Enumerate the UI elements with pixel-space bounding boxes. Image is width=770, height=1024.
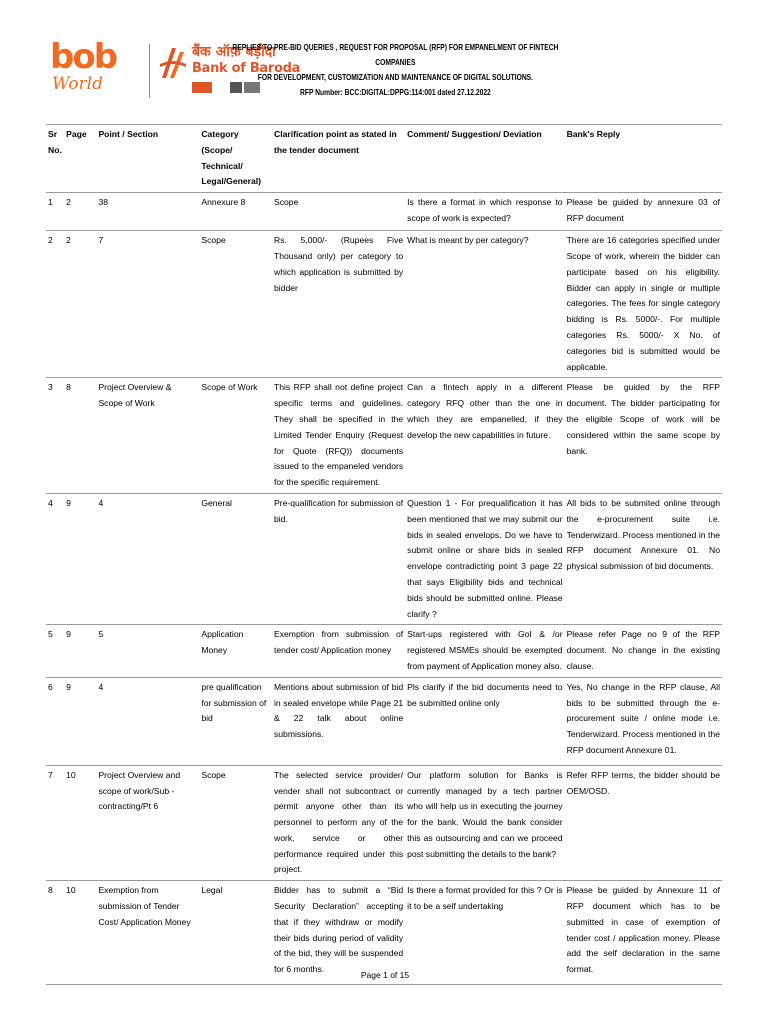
document-header	[215, 40, 576, 100]
table-header-row	[46, 125, 722, 193]
cell-sr: 1	[46, 193, 64, 231]
cell-category: Annexure 8	[199, 193, 272, 231]
cell-sr: 4	[46, 493, 64, 624]
cell-page: 9	[64, 625, 96, 677]
cell-reply: Please be guided by the RFP document. The bidder participating for the eligible Scope of work will be considered within the same scope by bank.	[565, 378, 722, 494]
cell-sr: 6	[46, 677, 64, 765]
bank-name-hindi: बैंक ऑफ़ बड़ौदा	[192, 44, 276, 60]
col-header-category: Category (Scope/ Technical/ Legal/General)	[199, 125, 272, 193]
cell-reply: Refer RFP terms, the bidder should be OEM/OSD.	[565, 765, 722, 881]
cell-sr: 5	[46, 625, 64, 677]
cell-sr: 8	[46, 881, 64, 985]
cell-comment: Is there a format provided for this ? Or is it to be a self undertaking	[405, 881, 564, 985]
col-header-point: Point / Section	[96, 125, 199, 193]
col-header-reply: Bank's Reply	[565, 125, 722, 193]
prebid-replies-table	[46, 124, 722, 985]
header-line-2: FOR DEVELOPMENT, CUSTOMIZATION AND MAINTENANCE OF DIGITAL SOLUTIONS.	[257, 73, 534, 82]
cell-reply: All bids to be submited online through the e-procurement suite i.e. Tenderwizard. Process mentioned in the RFP document Annexure 01. No physical submission of bid documents.	[565, 493, 722, 624]
col-header-comment: Comment/ Suggestion/ Deviation	[405, 125, 564, 193]
cell-page: 8	[64, 378, 96, 494]
bob-world-logo-text: bob	[50, 37, 117, 77]
col-header-sr: Sr No.	[46, 125, 64, 193]
col-header-clarification: Clarification point as stated in the tender document	[272, 125, 405, 193]
cell-comment: Start-ups registered with GoI & /or registered MSMEs should be exempted from payment of Application money also.	[405, 625, 564, 677]
cell-page: 2	[64, 193, 96, 231]
cell-reply: Please refer Page no 9 of the RFP document. No change in the existing clause.	[565, 625, 722, 677]
cell-point: 7	[96, 231, 199, 378]
brand-logos	[50, 37, 301, 102]
cell-category: Scope	[199, 231, 272, 378]
cell-clarification: Mentions about submission of bid in sealed envelope while Page 21 & 22 talk about online submissions.	[272, 677, 405, 765]
cell-category: Application Money	[199, 625, 272, 677]
cell-reply: Yes, No change in the RFP clause, All bids to be submitted through the e-procurement suite / online mode i.e. Tenderwizard. Process mentioned in the RFP document Annexure 01.	[565, 677, 722, 765]
cell-reply: There are 16 categories specified under Scope of work, wherein the bidder can participate based on his eligibility. Bidder can apply in single or multiple categories. The fees for single category bidding is Rs. 5000/-. For multiple categories Rs. 5000/- X No. of categories bid is submitted would be applicable.	[565, 231, 722, 378]
cell-page: 2	[64, 231, 96, 378]
cell-point: Exemption from submission of Tender Cost/ Application Money	[96, 881, 199, 985]
cell-page: 9	[64, 677, 96, 765]
cell-clarification: Pre-qualification for submission of bid.	[272, 493, 405, 624]
cell-category: pre qualification for submission of bid	[199, 677, 272, 765]
table-row	[46, 625, 722, 677]
cell-sr: 3	[46, 378, 64, 494]
cell-point: 4	[96, 493, 199, 624]
col-header-page: Page	[64, 125, 96, 193]
cell-point: Project Overview & Scope of Work	[96, 378, 199, 494]
cell-comment: What is meant by per category?	[405, 231, 564, 378]
cell-clarification: This RFP shall not define project specific terms and guidelines. They shall be specified in the Limited Tender Enquiry (Request for Quote (RFQ)) documents issued to the empaneled vendors for the specific requirement.	[272, 378, 405, 494]
cell-point: 5	[96, 625, 199, 677]
cell-clarification: Bidder has to submit a “Bid Security Declaration” accepting that if they withdraw or modify their bids during period of validity of the bid, they will be suspended for 6 months.	[272, 881, 405, 985]
bank-name: Bank of Baroda	[192, 61, 301, 76]
header-line-3: RFP Number: BCC:DIGITAL:DPPG:114:001 dated 27.12.2022	[300, 88, 491, 97]
cell-reply: Please be guided by Annexure 11 of RFP document which has to be submitted in case of exemption of tender cost / application money. Please add the self declaration in the same format.	[565, 881, 722, 985]
cell-clarification: Rs. 5,000/- (Rupees Five Thousand only) per category to which application is submitted by bidder	[272, 231, 405, 378]
header-line-1: REPLIES TO PRE-BID QUERIES , REQUEST FOR PROPOSAL (RFP) FOR EMPANELMENT OF FINTECH COMPANIES	[232, 43, 559, 67]
cell-page: 10	[64, 765, 96, 881]
cell-point: 38	[96, 193, 199, 231]
table-row	[46, 231, 722, 378]
table-row	[46, 378, 722, 494]
cell-comment: Our platform solution for Banks is currently managed by a tech partner who will help us in executing the journey for the bank. Would the bank consider this as outsourcing and can we proceed post submitting the details to the bank?	[405, 765, 564, 881]
page-number: Page 1 of 15	[360, 970, 410, 980]
cell-comment: Question 1 - For prequalification it has been mentioned that we may submit our bids in sealed envelops. Do we have to submit online or share bids in sealed envelope contradicting point 3 page 22 that says Eligibility bids and technical bids should be submitted online. Please clarify ?	[405, 493, 564, 624]
cell-comment: Pls clarify if the bid documents need to be submitted online only	[405, 677, 564, 765]
cell-category: General	[199, 493, 272, 624]
cell-page: 9	[64, 493, 96, 624]
bob-world-logo-subtext: World	[52, 74, 103, 94]
cell-point: 4	[96, 677, 199, 765]
cell-category: Scope of Work	[199, 378, 272, 494]
table-row	[46, 193, 722, 231]
table-row	[46, 765, 722, 881]
cell-clarification: Scope	[272, 193, 405, 231]
cell-category: Legal	[199, 881, 272, 985]
cell-comment: Can a fintech apply in a different category RFQ other than the one in which they are empanelled, if they develop the new capabilities in future.	[405, 378, 564, 494]
cell-point: Project Overview and scope of work/Sub - contracting/Pt 6	[96, 765, 199, 881]
cell-category: Scope	[199, 765, 272, 881]
bank-of-baroda-emblem-icon	[158, 44, 188, 80]
cell-sr: 7	[46, 765, 64, 881]
cell-page: 10	[64, 881, 96, 985]
badge-icon	[192, 82, 212, 93]
table-row	[46, 493, 722, 624]
table-row	[46, 677, 722, 765]
cell-sr: 2	[46, 231, 64, 378]
cell-comment: Is there a format in which response to scope of work is expected?	[405, 193, 564, 231]
logo-divider	[149, 44, 150, 98]
cell-reply: Please be guided by annexure 03 of RFP document	[565, 193, 722, 231]
cell-clarification: Exemption from submission of tender cost/ Application money	[272, 625, 405, 677]
cell-clarification: The selected service provider/ vender shall not subcontract or permit anyone other than its personnel to perform any of the work, service or other performance required under this project.	[272, 765, 405, 881]
